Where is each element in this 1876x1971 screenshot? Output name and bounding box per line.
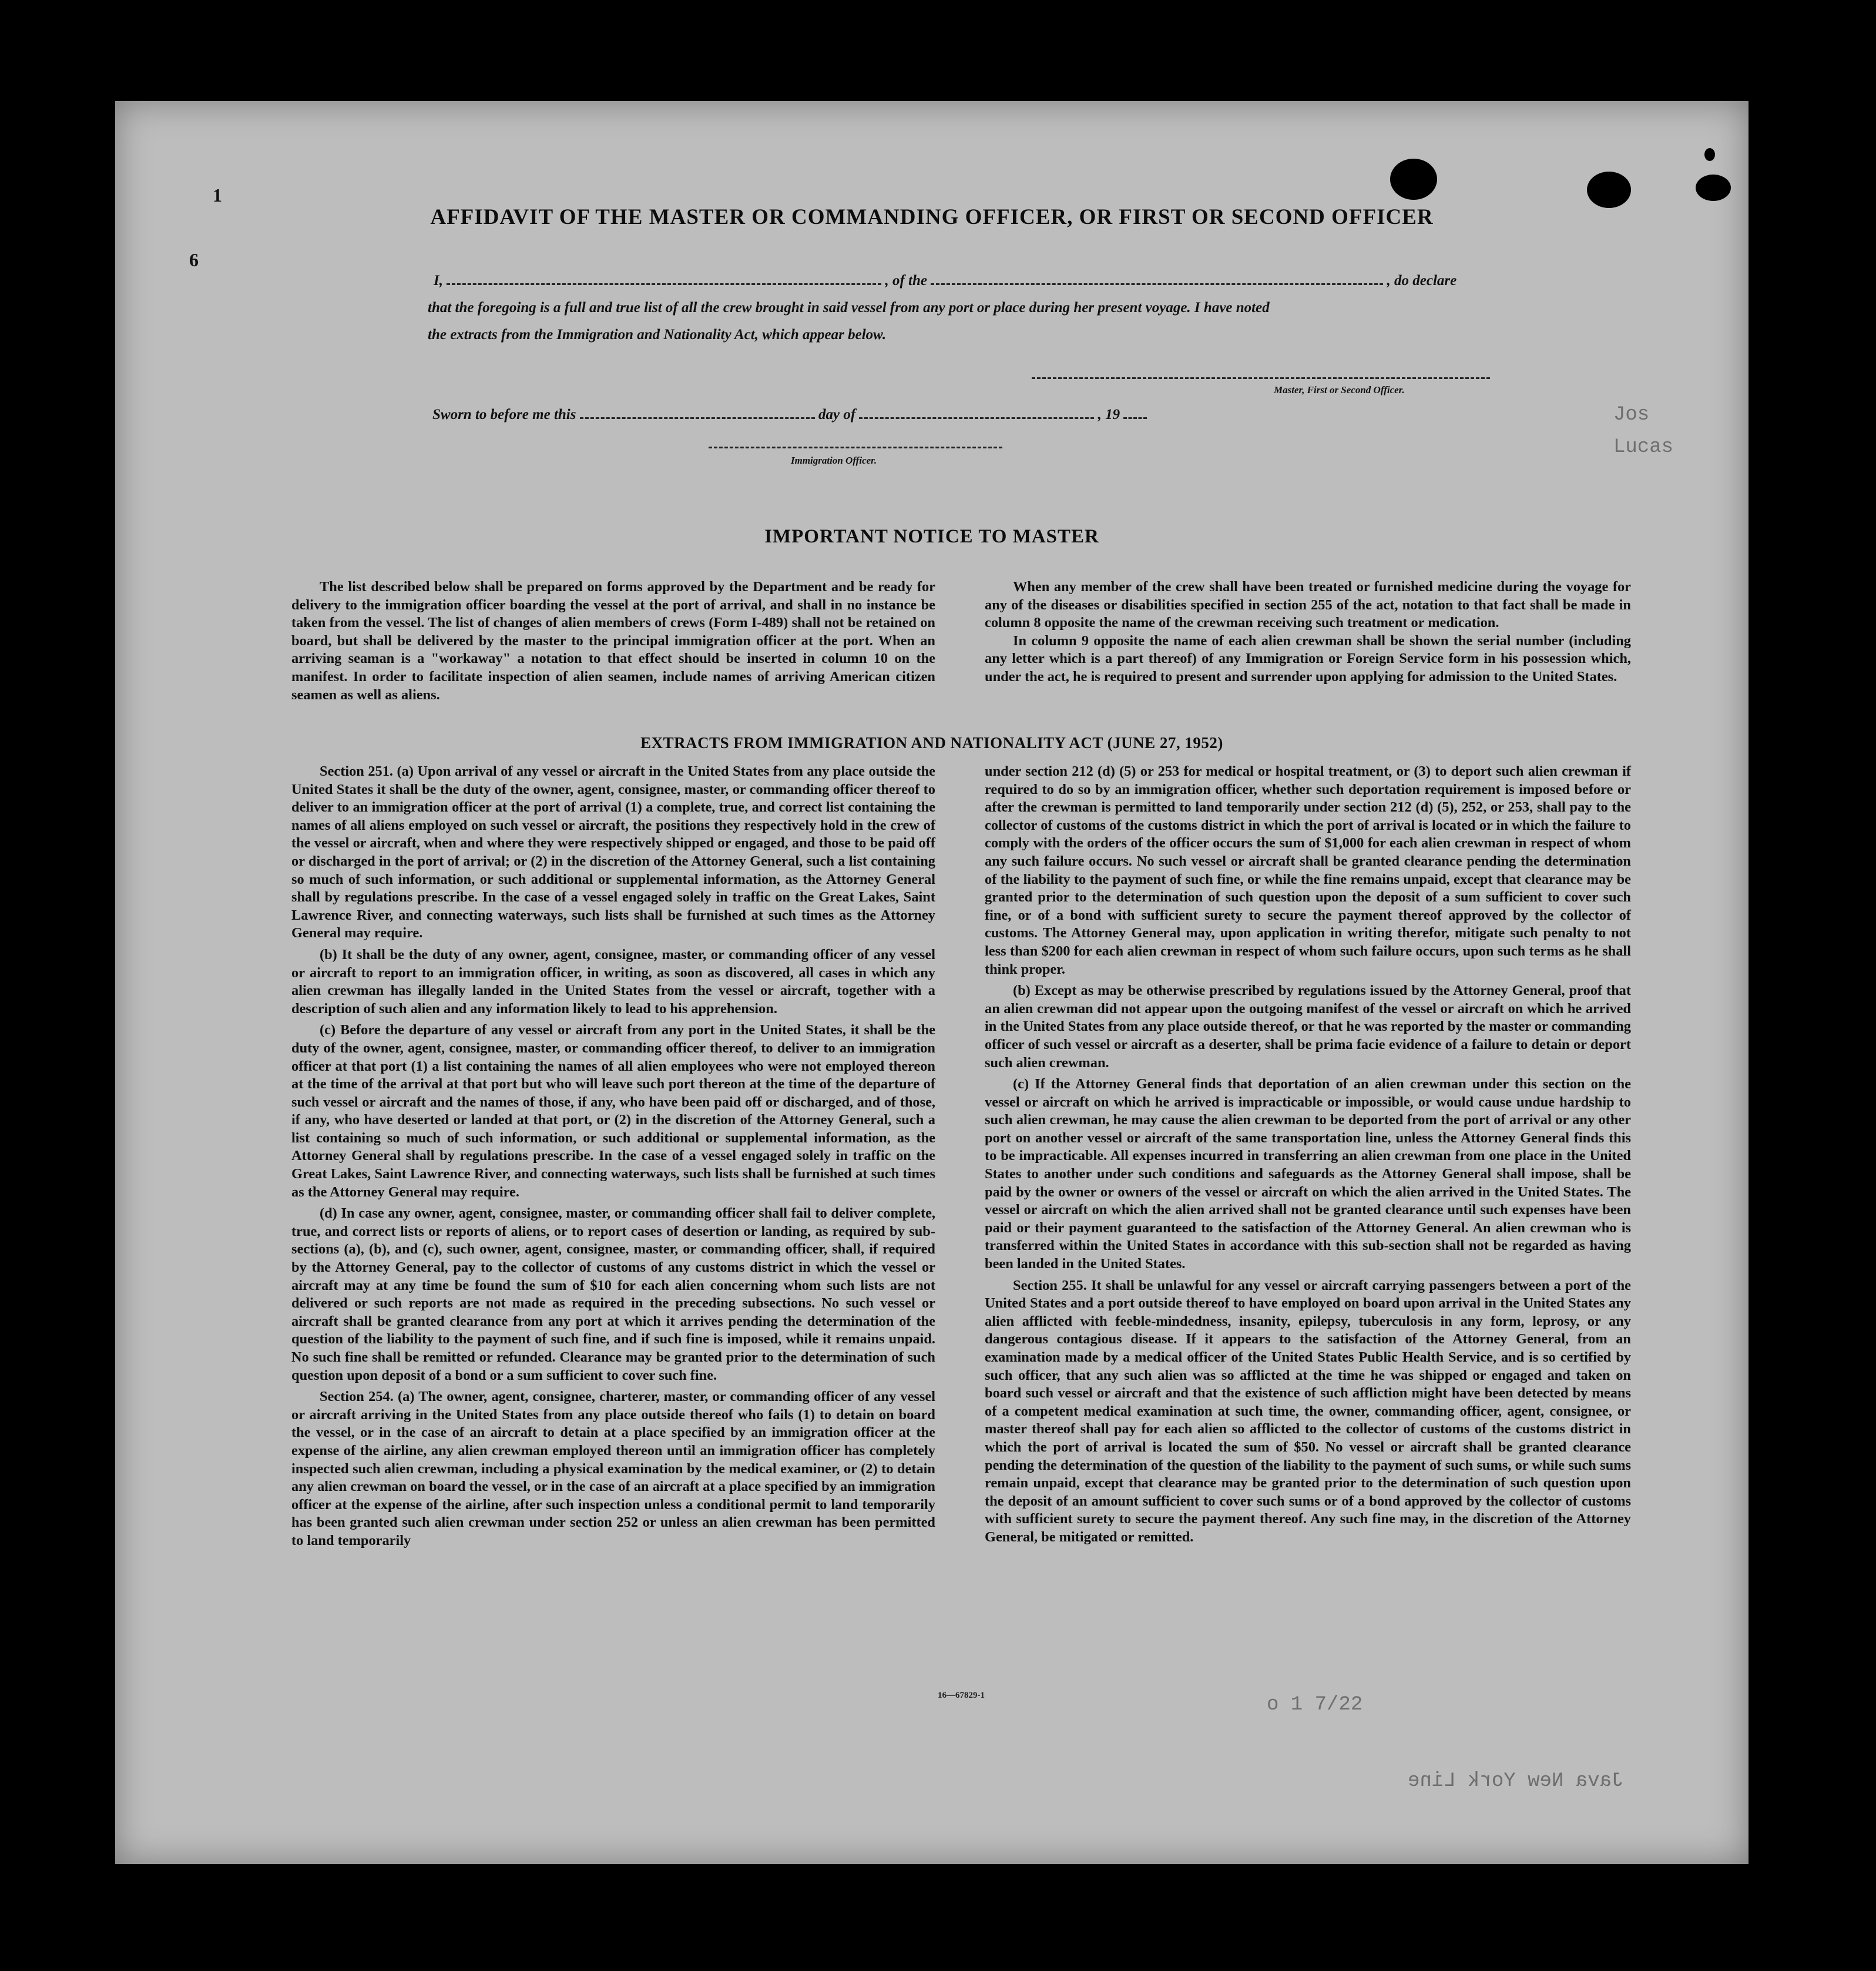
notice-right-paragraph-1: When any member of the crew shall have been treated or furnished medicine during the voyage for any of the diseases or disabilities specified in section 255 of the act, notation to that fact shall be made in column 8 opposite the name of the crewman receiving such treatment or medication. <box>985 579 1631 631</box>
bleed-through-row: Jos <box>1613 404 1650 426</box>
label-i: I, <box>434 273 443 289</box>
affidavit-title: AFFIDAVIT OF THE MASTER OR COMMANDING OFFICER, OR FIRST OR SECOND OFFICER <box>430 205 1434 229</box>
document-sheet <box>115 101 1749 1864</box>
notice-left-paragraph: The list described below shall be prepared on forms approved by the Department and be ready for delivery to the immigration officer boarding the vessel at the port of arrival, and shall in no instance be taken from the vessel. The list of changes of alien members of crews (Form I-489) shall not be retained on board, but shall be delivered by the master to the principal immigration officer at the port. When an arriving seaman is a "workaway" a notation to that effect should be inserted in column 10 on the manifest. In order to facilitate inspection of alien seamen, include names of arriving American citizen seamen as well as aliens. <box>291 579 935 703</box>
sworn-month-blank[interactable] <box>859 407 1094 419</box>
name-blank[interactable] <box>447 273 881 285</box>
sworn-line <box>432 407 1147 423</box>
section-254-c: (c) If the Attorney General finds that deportation of an alien crewman under this section on the vessel or aircraft on which he arrived is impracticable or impossible, or would cause undue hardship to such alien crewman, he may cause the alien crewman to be deported from the port of arrival or any other port on another vessel or aircraft of the same transportation line, unless the Attorney General finds this to be impracticable. All expenses incurred in transferring an alien crewman from one place in the United States to another under such conditions and safeguards as the Attorney General shall impose, shall be paid by the owner or owners of the vessel or aircraft on which the alien arrived in the United States. The vessel or aircraft on which the alien arrived shall not be granted clearance until such expenses have been paid or their payment guaranteed to the satisfaction of the Attorney General. An alien crewman who is transferred within the United States in accordance with this sub-section shall not be regarded as having been landed in the United States. <box>985 1076 1631 1272</box>
sworn-day-blank[interactable] <box>580 407 815 419</box>
master-signature-line[interactable] <box>1032 367 1490 383</box>
bleed-through-row: o 1 7/22 <box>1267 1694 1363 1716</box>
section-251-d: (d) In case any owner, agent, consignee, master, or commanding officer shall fail to deliver complete, true, and correct lists or reports of aliens, or to report cases of desertion or landing, as required by sub-sections (a), (b), and (c), such owner, agent, consignee, master, or commanding officer, shall, if required by the Attorney General, pay to the collector of customs of any customs district in which the vessel or aircraft may at any time be found the sum of $10 for each alien concerning whom such lists are not delivered or such reports are not made as required in the preceding subsections. No such vessel or aircraft shall be granted clearance from any port at which it arrives pending the determination of the question of the liability to the payment of such fine, and if such fine is imposed, while it remains unpaid. No such fine shall be remitted or refunded. Clearance may be granted prior to the determination of such question upon deposit of a bond or a sum sufficient to cover such fine. <box>291 1205 935 1383</box>
section-254-a: Section 254. (a) The owner, agent, consignee, charterer, master, or commanding officer of any vessel or aircraft arriving in the United States from any place outside thereof who fails (1) to detain on board the vessel, or in the case of an aircraft to detain at a place specified by an immigration officer at the expense of the airline, any alien crewman employed thereon until an immigration officer has completely inspected such alien crewman, including a physical examination by the medical examiner, or (2) to detain any alien crewman on board the vessel, or in the case of an aircraft at a place specified by an immigration officer at the expense of the airline, after such inspection unless a conditional permit to land temporarily has been granted such alien crewman under section 252 or unless an alien crewman has been permitted to land temporarily <box>291 1389 935 1548</box>
bleed-through-row: Java New York Line <box>1408 1770 1624 1792</box>
declaration-line-2: that the foregoing is a full and true list of all the crew brought in said vessel from any port or place during her present voyage. I have noted <box>428 300 1270 316</box>
label-of-the: , of the <box>885 273 928 289</box>
vessel-blank[interactable] <box>931 273 1383 285</box>
sworn-year-blank[interactable] <box>1123 407 1147 419</box>
notice-title: IMPORTANT NOTICE TO MASTER <box>764 526 1099 547</box>
extracts-left-column <box>291 763 935 1550</box>
section-251-a: Section 251. (a) Upon arrival of any vessel or aircraft in the United States from any place outside the United States it shall be the duty of the owner, agent, consignee, master, or commanding officer thereof to deliver to an immigration officer at the port of arrival (1) a complete, true, and correct list containing the names of all aliens employed on such vessel or aircraft, the positions they respectively hold in the crew of the vessel or aircraft, when and where they were respectively shipped or engaged, and those to be paid off or discharged in the port of arrival; or (2) in the discretion of the Attorney General, such a list containing so much of such information, or such additional or supplemental information, as the Attorney General shall by regulations prescribe. In the case of a vessel engaged solely in traffic on the Great Lakes, Saint Lawrence River, and connecting waterways, such lists shall be furnished at such times as the Attorney General may require. <box>291 763 935 941</box>
extracts-right-column <box>985 763 1631 1547</box>
notice-right-paragraph-2: In column 9 opposite the name of each alien crewman shall be shown the serial number (including any letter which is a part thereof) of any Immigration or Foreign Service form in his possession which, under the act, he is required to present and surrender upon applying for admission to the United States. <box>985 632 1631 685</box>
year-label: , 19 <box>1098 407 1120 423</box>
punch-hole-2 <box>1587 172 1631 208</box>
master-caption: Master, First or Second Officer. <box>1274 384 1405 395</box>
section-251-b: (b) It shall be the duty of any owner, agent, consignee, master, or commanding officer of any vessel or aircraft to report to an immigration officer, in writing, as soon as discovered, all cases in which any alien crewman has illegally landed in the United States from the vessel or aircraft, together with a description of such alien and any information likely to lead to his apprehension. <box>291 946 935 1017</box>
extracts-title: EXTRACTS FROM IMMIGRATION AND NATIONALITY ACT (JUNE 27, 1952) <box>640 734 1223 752</box>
section-251-c: (c) Before the departure of any vessel or aircraft from any port in the United States, it shall be the duty of the owner, agent, consignee, master, or commanding officer thereof, to deliver to an immigration officer at that port (1) a list containing the names of all alien employees who were not employed thereon at the time of the arrival at that port but who will leave such port thereon at the time of the departure of such vessel or aircraft and the names of those, if any, who have been paid off or discharged, and of those, if any, who have deserted or landed at that port, or (2) in the discretion of the Attorney General, such a list containing so much of such information, or such additional or supplemental information, as the Attorney General shall by regulations prescribe. In the case of a vessel engaged solely in traffic on the Great Lakes, Saint Lawrence River, and connecting waterways, such lists shall be furnished at such times as the Attorney General may require. <box>291 1022 935 1200</box>
declaration-line-1 <box>434 273 1456 289</box>
section-254-a-continued: under section 212 (d) (5) or 253 for medical or hospital treatment, or (3) to deport such alien crewman if required to do so by an immigration officer, whether such deportation requirement is imposed before or after the crewman is permitted to land temporarily under section 212 (d) (5), 252, or 253, shall pay to the collector of customs of the customs district in which the port of arrival is located or in which the failure to comply with the orders of the officer occurs the sum of $1,000 for each alien crewman in respect of whom any such failure occurs. No such vessel or aircraft shall be granted clearance pending the determination of the liability to the payment of such fine, or while the fine remains unpaid, except that clearance may be granted prior to the determination of such question upon the deposit of a sum sufficient to cover such fine, or of a bond with sufficient surety to secure the payment thereof approved by the collector of customs. The Attorney General may, upon application in writing therefor, mitigate such penalty to not less than $200 for each alien crewman in respect of whom such failure occurs, upon such terms as he shall think proper. <box>985 763 1631 977</box>
declaration-line-3: the extracts from the Immigration and Nationality Act, which appear below. <box>428 327 887 343</box>
bleed-through-row: Lucas <box>1613 436 1674 458</box>
label-declare: , do declare <box>1387 273 1457 289</box>
notice-right-column <box>985 578 1631 686</box>
section-254-b: (b) Except as may be otherwise prescribed by regulations issued by the Attorney General, proof that an alien crewman did not appear upon the outgoing manifest of the vessel or aircraft on which he arrived in the United States from any place outside thereof, or that he was reported by the master or commanding officer of such vessel or aircraft as a deserter, shall be prima facie evidence of a failure to detain or deport such alien crewman. <box>985 983 1631 1071</box>
form-number: 16—67829-1 <box>938 1691 985 1700</box>
notice-left-column <box>291 578 935 704</box>
sworn-label: Sworn to before me this <box>432 407 576 423</box>
punch-hole-3 <box>1696 175 1731 201</box>
margin-mark-left: 6 <box>189 249 199 270</box>
officer-caption: Immigration Officer. <box>791 455 877 466</box>
section-255: Section 255. It shall be unlawful for any vessel or aircraft carrying passengers between a port of the United States and a port outside thereof to have employed on board upon arrival in the United States any alien afflicted with feeble-mindedness, insanity, epilepsy, tuberculosis in any form, leprosy, or any dangerous contagious disease. If it appears to the satisfaction of the Attorney General, from an examination made by a medical officer of the United States Public Health Service, and is so certified by such officer, that any such alien was so afflicted at the time he was shipped or engaged and taken on board such vessel or aircraft and that the existence of such affliction might have been detected by means of a competent medical examination at such time, the owner, commanding officer, agent, consignee, or master thereof shall pay for each alien so afflicted to the collector of customs of the customs district in which the port of arrival is located the sum of $50. No vessel or aircraft shall be granted clearance pending the determination of the question of the liability to the payment of such sums, or while such sums remain unpaid, except that clearance may be granted prior to the determination of such question upon the deposit of an amount sufficient to cover such sums or of a bond approved by the collector of customs with sufficient surety to secure the payment thereof. Any such fine may, in the discretion of the Attorney General, be mitigated or remitted. <box>985 1277 1631 1545</box>
officer-signature-line[interactable] <box>709 436 1002 452</box>
punch-hole-4 <box>1704 148 1715 161</box>
punch-hole-1 <box>1390 159 1437 200</box>
day-of-label: day of <box>818 407 856 423</box>
margin-mark-top: 1 <box>213 185 222 206</box>
